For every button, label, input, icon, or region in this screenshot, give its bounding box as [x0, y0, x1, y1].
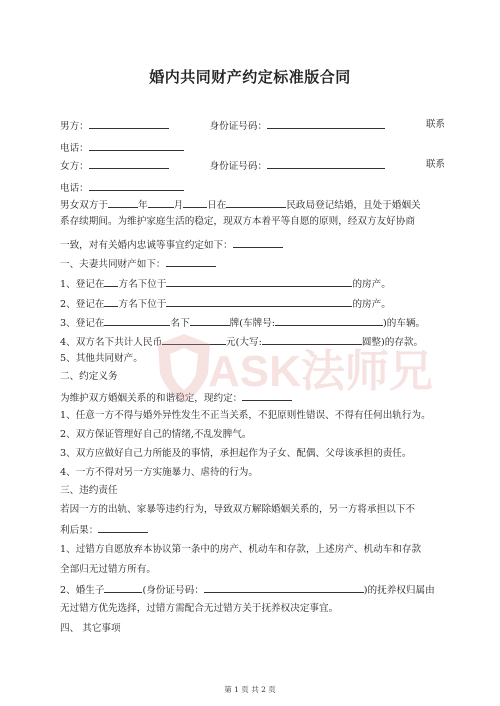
female-name-field[interactable]	[89, 158, 169, 169]
obligation-item-4: 4、一方不得对另一方实施暴力、虐待的行为。	[60, 467, 258, 478]
intro-line-3: 一致，对有关婚内忠诚等事宜约定如下：	[60, 237, 445, 253]
male-party-row	[60, 118, 445, 134]
male-phone-row	[60, 140, 445, 156]
deposit-amount-words-field[interactable]	[262, 334, 362, 345]
page-number: 第 1 页 共 2 页	[224, 685, 276, 694]
deposit-item: 4、双方名下共计人民币 元(大写: 圆整)的存款。	[60, 334, 445, 350]
section-2-heading: 二、约定义务	[60, 371, 118, 382]
liability-item-1-line-1: 1、过错方自愿放弃本协议第一条中的房产、机动车和存款，上述房产、机动车和存款	[60, 544, 422, 555]
intro-line-1: 男女双方于 年 月 日在 民政局登记结婚，且处于婚姻关	[60, 197, 445, 213]
property-2-address-field[interactable]	[166, 296, 352, 307]
marriage-month-field[interactable]	[148, 197, 174, 208]
female-label: 女方：	[60, 161, 89, 172]
male-label: 男方：	[60, 121, 89, 132]
female-phone-label: 电话：	[60, 183, 89, 194]
obligation-item-3: 3、双方应做好自己力所能及的事情，承担起作为子女、配偶、父母该承担的责任。	[60, 448, 412, 459]
deposit-amount-field[interactable]	[162, 334, 226, 345]
custody-item-line-1: 2、婚生子 (身份证号码： )的抚养权归属由	[60, 582, 445, 598]
female-id-field[interactable]	[267, 158, 385, 169]
female-party-row	[60, 158, 445, 174]
section-2-intro: 为维护双方婚姻关系的和谐稳定，现约定：	[60, 390, 445, 406]
male-id-label: 身份证号码：	[209, 121, 268, 132]
liability-blank-field[interactable]	[98, 522, 148, 533]
watermark-text: ASK法师兄	[208, 347, 433, 396]
vehicle-item: 3、登记在 名下 牌(车牌号: )的车辆。	[60, 315, 445, 331]
intro-line-2: 系存续期间。为维护家庭生活的稳定，现双方本着平等自愿的原则，经双方友好协商	[60, 216, 415, 227]
custody-item-line-2: 无过错方优先选择，过错方需配合无过错方关于抚养权决定事宜。	[60, 603, 339, 614]
marriage-year-field[interactable]	[108, 197, 138, 208]
female-phone-row	[60, 180, 445, 196]
liability-item-1-line-2: 全部归无过错方所有。	[60, 564, 156, 575]
obligation-item-2: 2、双方保证管理好自己的情绪,不乱发脾气。	[60, 429, 252, 440]
liability-paragraph-line-1: 若因一方的出轨、家暴等违约行为，导致双方解除婚姻关系的，另一方将承担以下不	[60, 504, 415, 515]
child-name-field[interactable]	[104, 582, 142, 593]
marriage-day-field[interactable]	[183, 197, 207, 208]
obligation-item-1: 1、任意一方不得与婚外异性发生不正当关系，不犯原则性错误、不得有任何出轨行为。	[60, 410, 431, 421]
section-1-blank-field[interactable]	[166, 256, 216, 267]
section-4-heading: 四、 其它事项	[60, 623, 121, 634]
document-title: 婚内共同财产约定标准版合同	[149, 68, 351, 86]
vehicle-plate-field[interactable]	[275, 315, 383, 326]
male-phone-field[interactable]	[89, 140, 184, 151]
child-id-field[interactable]	[204, 582, 364, 593]
civil-affairs-bureau-field[interactable]	[226, 197, 286, 208]
property-item-1: 1、登记在 方名下位于 的房产。	[60, 276, 445, 292]
section-1-heading: 一、夫妻共同财产如下：	[60, 256, 445, 272]
male-contact-label: 联系	[425, 119, 445, 130]
other-property-item: 5、其他共同财产。	[60, 353, 143, 364]
section-3-heading: 三、违约责任	[60, 485, 118, 496]
property-1-owner-field[interactable]	[104, 276, 118, 287]
female-id-label: 身份证号码：	[209, 161, 268, 172]
female-phone-field[interactable]	[89, 180, 184, 191]
vehicle-owner-field[interactable]	[104, 315, 170, 326]
male-name-field[interactable]	[89, 118, 169, 129]
property-2-owner-field[interactable]	[104, 296, 118, 307]
male-phone-label: 电话：	[60, 143, 89, 154]
section-2-blank-field[interactable]	[242, 390, 292, 401]
liability-paragraph-line-2: 利后果：	[60, 522, 445, 538]
female-contact-label: 联系	[425, 159, 445, 170]
intro-blank-field[interactable]	[233, 237, 283, 248]
property-1-address-field[interactable]	[166, 276, 352, 287]
property-item-2: 2、登记在 方名下位于 的房产。	[60, 296, 445, 312]
male-id-field[interactable]	[267, 118, 385, 129]
vehicle-brand-field[interactable]	[190, 315, 230, 326]
